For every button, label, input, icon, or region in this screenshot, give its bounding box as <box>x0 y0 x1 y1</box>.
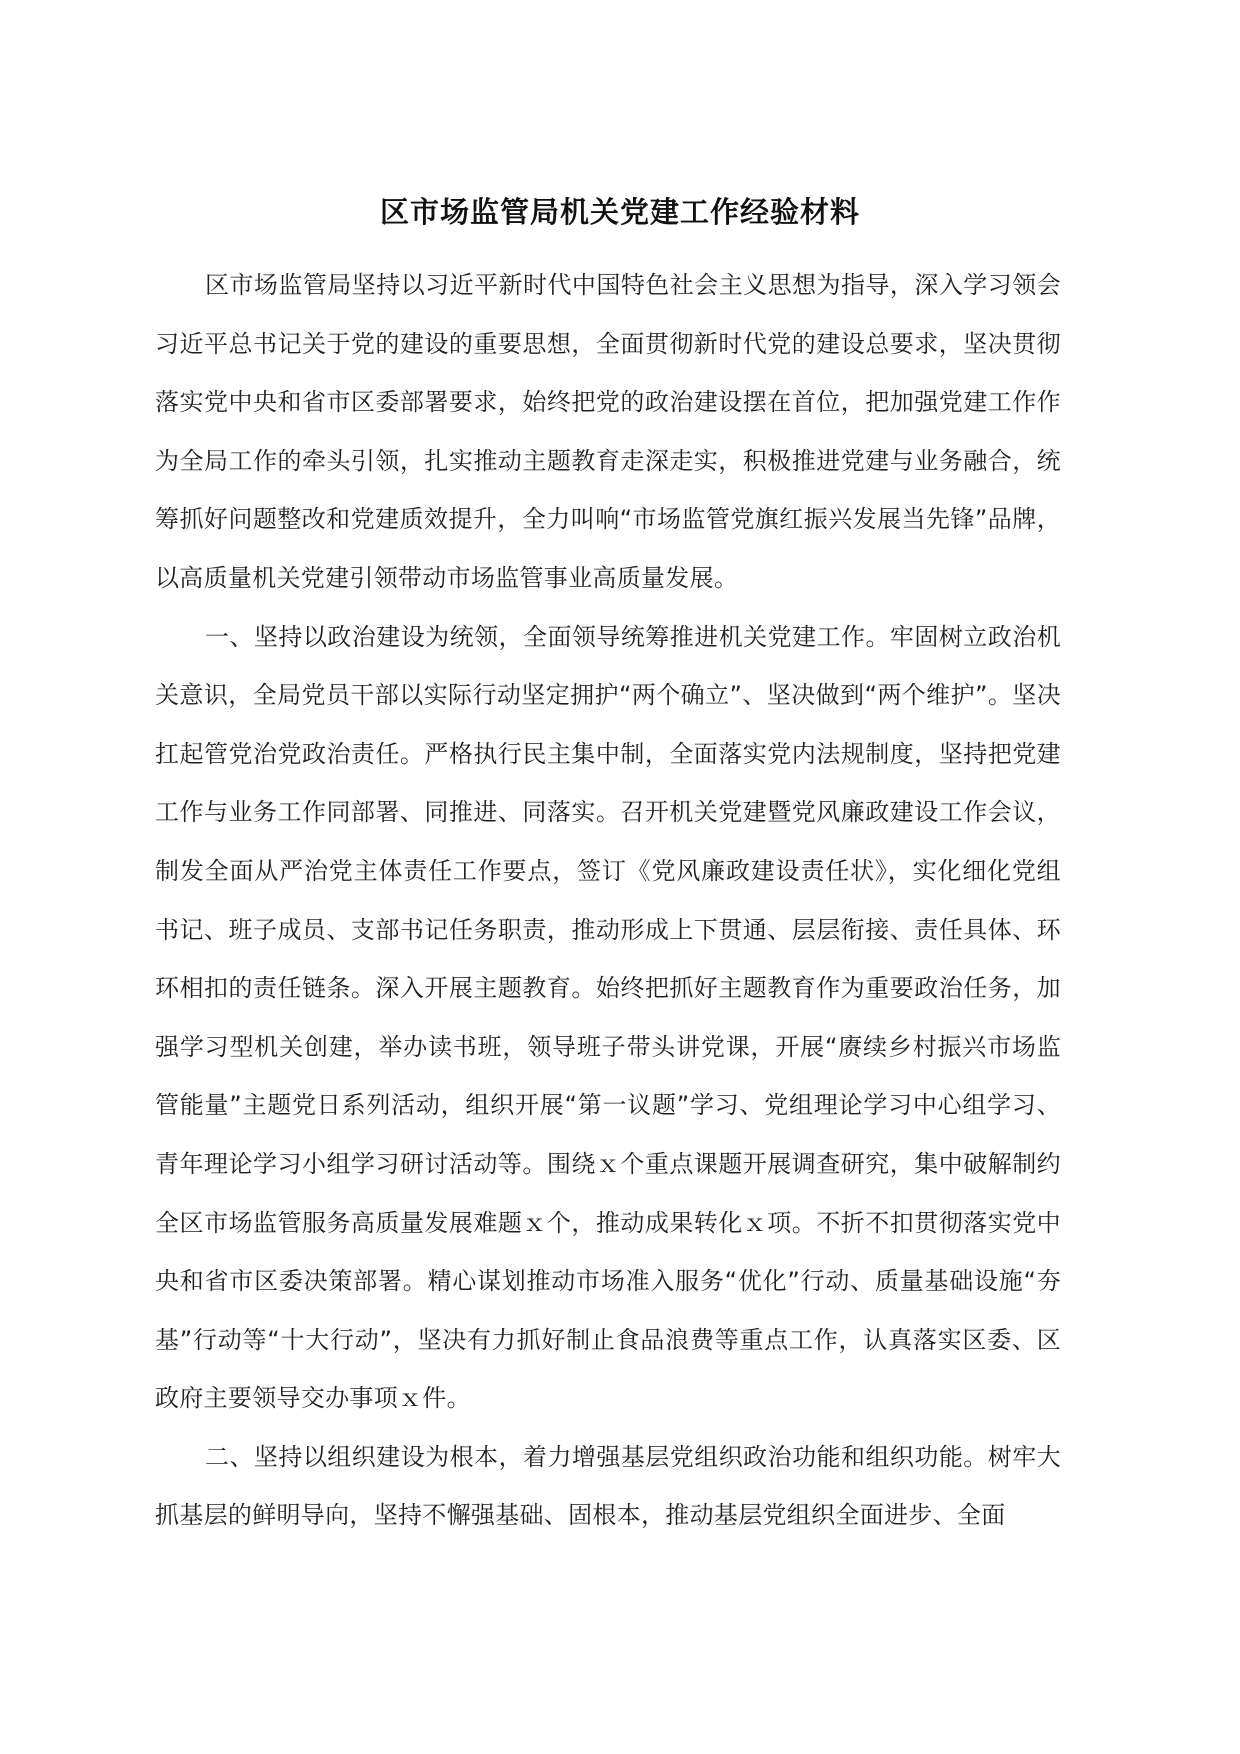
paragraph-section-one: 一、坚持以政治建设为统领，全面领导统筹推进机关党建工作。牢固树立政治机关意识，全局党员干部以实际行动坚定拥护“两个确立”、坚决做到“两个维护”。坚决扛起管党治党政治责任。严格执行民主集中制，全面落实党内法规制度，坚持把党建工作与业务工作同部署、同推进、同落实。召开机关党建暨党风廉政建设工作会议，制发全面从严治党主体责任工作要点，签订《党风廉政建设责任状》，实化细化党组书记、班子成员、支部书记任务职责，推动形成上下贯通、层层衔接、责任具体、环环相扣的责任链条。深入开展主题教育。始终把抓好主题教育作为重要政治任务，加强学习型机关创建，举办读书班，领导班子带头讲党课，开展“赓续乡村振兴市场监管能量”主题党日系列活动，组织开展“第一议题”学习、党组理论学习中心组学习、青年理论学习小组学习研讨活动等。围绕ｘ个重点课题开展调查研究，集中破解制约全区市场监管服务高质量发展难题ｘ个，推动成果转化ｘ项。不折不扣贯彻落实党中央和省市区委决策部署。精心谋划推动市场准入服务“优化”行动、质量基础设施“夯基”行动等“十大行动”，坚决有力抓好制止食品浪费等重点工作，认真落实区委、区政府主要领导交办事项ｘ件。 <box>155 622 1061 1413</box>
paragraph-section-two: 二、坚持以组织建设为根本，着力增强基层党组织政治功能和组织功能。树牢大抓基层的鲜明导向，坚持不懈强基础、固根本，推动基层党组织全面进步、全面 <box>155 1442 1061 1530</box>
document-title: 区市场监管局机关党建工作经验材料 <box>379 195 860 229</box>
paragraph-intro: 区市场监管局坚持以习近平新时代中国特色社会主义思想为指导，深入学习领会习近平总书记关于党的建设的重要思想，全面贯彻新时代党的建设总要求，坚决贯彻落实党中央和省市区委部署要求，始终把党的政治建设摆在首位，把加强党建工作作为全局工作的牵头引领，扎实推动主题教育走深走实，积极推进党建与业务融合，统筹抓好问题整改和党建质效提升，全力叫响“市场监管党旗红振兴发展当先锋”品牌，以高质量机关党建引领带动市场监管事业高质量发展。 <box>155 271 1061 592</box>
document-body <box>155 256 1061 1545</box>
